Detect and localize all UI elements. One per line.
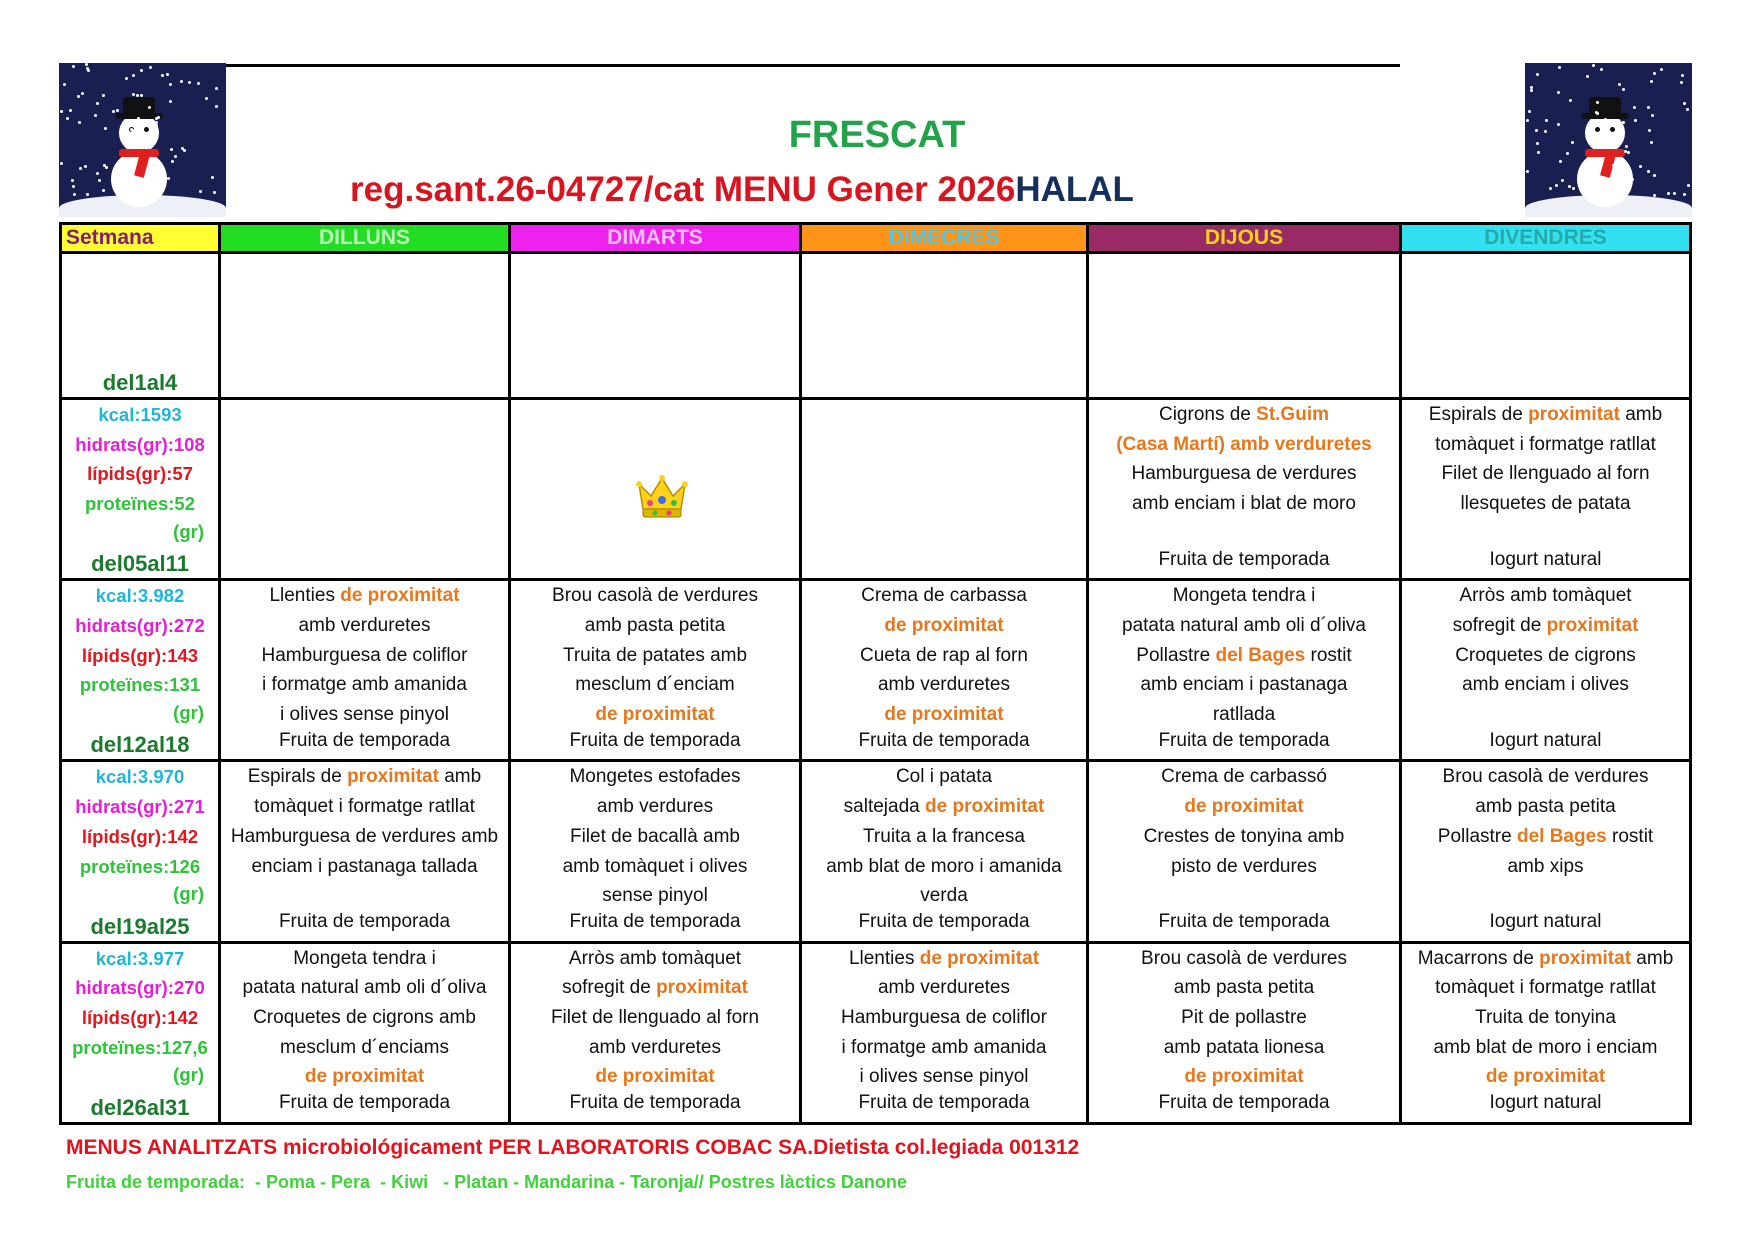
- dish-text: Arròs amb tomàquet: [568, 947, 742, 969]
- dish-text: Cueta de rap al forn: [860, 644, 1028, 666]
- dish-text: amb pasta petita: [1475, 796, 1616, 818]
- menu-line: [221, 1033, 508, 1063]
- week-row: [61, 942, 1691, 1123]
- dish-text: i formatge amb amanida: [262, 674, 467, 696]
- week-stats-cell: [61, 253, 220, 399]
- menu-line: [802, 1033, 1086, 1063]
- protein-unit: (gr): [173, 1064, 204, 1086]
- dish-text: i olives sense pinyol: [859, 1066, 1029, 1088]
- dish-text: Hamburguesa de verdures amb: [230, 825, 499, 847]
- carbs-value: hidrats(gr):270: [75, 977, 205, 999]
- highlight-text: de proximitat: [919, 947, 1040, 969]
- highlight-text: de proximitat: [884, 704, 1004, 725]
- dish-text: Fruita de temporada: [1158, 548, 1330, 570]
- week-range: del26al31: [90, 1094, 190, 1120]
- menu-title-halal: HALAL: [1015, 170, 1134, 209]
- dish-text: sofregit de: [562, 977, 657, 999]
- dish-text: amb enciam i blat de moro: [1132, 493, 1356, 515]
- dish-text: Fruita de temporada: [1158, 1092, 1330, 1114]
- dish-text: Fruita de temporada: [1158, 729, 1330, 751]
- dish-text: Crestes de tonyina amb: [1143, 825, 1345, 847]
- menu-line: [1089, 730, 1399, 760]
- menu-line: [511, 881, 799, 911]
- menu-line: [1402, 549, 1689, 579]
- protein-value: proteïnes:127,6: [72, 1036, 208, 1058]
- dish-text: amb pasta petita: [584, 614, 726, 636]
- menu-line: [221, 581, 508, 611]
- menu-line: [511, 611, 799, 641]
- menu-line: [1089, 430, 1399, 460]
- menu-cell-divendres: [1401, 580, 1691, 761]
- protein-unit: (gr): [173, 702, 204, 723]
- week-range: del19al25: [90, 913, 190, 939]
- menu-line: [802, 911, 1086, 941]
- dish-text: sense pinyol: [602, 885, 708, 907]
- menu-cell-dilluns: [220, 761, 510, 942]
- week-row: [61, 399, 1691, 580]
- crown-icon: [635, 472, 689, 522]
- menu-line: [1402, 911, 1689, 941]
- menu-cell-dijous: [1088, 942, 1401, 1123]
- menu-line: [1402, 670, 1689, 700]
- dish-text: Brou casolà de verdures: [552, 585, 758, 607]
- week-range: del12al18: [90, 732, 190, 758]
- dish-text: Fruita de temporada: [278, 910, 451, 932]
- dish-text: Croquetes de cigrons: [1455, 644, 1636, 666]
- menu-cell-dimarts: [510, 253, 801, 399]
- dish-text: Fruita de temporada: [858, 1092, 1030, 1114]
- menu-line: [1402, 822, 1689, 852]
- dish-text: Truita de tonyina: [1475, 1007, 1616, 1028]
- menu-line: [1402, 489, 1689, 519]
- menu-table: [59, 222, 1692, 1125]
- dish-text: Pollastre: [1136, 644, 1216, 666]
- menu-title: [350, 170, 1134, 210]
- dish-text: Fruita de temporada: [1158, 910, 1330, 932]
- menu-line: [1402, 852, 1689, 882]
- highlight-text: del Bages: [1215, 644, 1306, 666]
- highlight-text: St.Guim: [1256, 404, 1329, 425]
- menu-line: [1089, 1003, 1399, 1033]
- kcal-value: kcal:3.970: [95, 766, 185, 788]
- menu-line: [1089, 581, 1399, 611]
- menu-line: [1402, 459, 1689, 489]
- dish-text: amb: [438, 766, 482, 788]
- kcal-value: kcal:3.977: [95, 947, 185, 969]
- menu-line: [1402, 430, 1689, 460]
- highlight-text: del Bages: [1516, 825, 1607, 847]
- dish-text: amb: [1619, 404, 1663, 425]
- dish-text: saltejada: [843, 796, 926, 818]
- highlight-text: de proximitat: [1184, 796, 1304, 818]
- lipids-value: lípids(gr):142: [81, 1007, 199, 1028]
- menu-line: [511, 762, 799, 792]
- dish-text: Fruita de temporada: [858, 910, 1030, 932]
- menu-line: [221, 762, 508, 792]
- menu-line: [1089, 762, 1399, 792]
- menu-line: [511, 730, 799, 760]
- menu-line: [1402, 792, 1689, 822]
- menu-line: [802, 1092, 1086, 1122]
- menu-line: [1089, 1062, 1399, 1092]
- dish-text: Col i patata: [895, 766, 993, 788]
- dish-text: rostit: [1606, 825, 1654, 847]
- menu-line: [221, 911, 508, 941]
- menu-cell-dimecres: [801, 761, 1088, 942]
- carbs-value: hidrats(gr):108: [75, 433, 205, 455]
- dish-text: Iogurt natural: [1489, 729, 1602, 751]
- highlight-text: proximitat: [656, 977, 748, 999]
- menu-line: [1089, 459, 1399, 489]
- dish-text: mesclum d´enciams: [280, 1036, 449, 1058]
- dish-text: amb enciam i olives: [1462, 674, 1629, 696]
- week-row: [61, 580, 1691, 761]
- menu-line: [1089, 822, 1399, 852]
- menu-cell-dimarts: [510, 761, 801, 942]
- menu-line: [802, 944, 1086, 974]
- menu-line: [511, 822, 799, 852]
- highlight-text: de proximitat: [304, 1066, 425, 1088]
- menu-line: [221, 730, 508, 760]
- menu-line: [221, 792, 508, 822]
- dish-text: i olives sense pinyol: [280, 704, 449, 725]
- menu-line: [221, 973, 508, 1003]
- menu-line: [1089, 489, 1399, 519]
- highlight-text: proximitat: [1528, 404, 1620, 425]
- menu-line: [511, 670, 799, 700]
- highlight-text: (Casa Martí) amb verduretes: [1116, 433, 1372, 455]
- column-header-week: Setmana: [61, 224, 220, 253]
- menu-line: [1402, 730, 1689, 760]
- week-row: [61, 761, 1691, 942]
- brand-title: FRESCAT: [788, 114, 966, 156]
- menu-line: [1402, 762, 1689, 792]
- dish-text: Mongeta tendra i: [1172, 585, 1316, 607]
- dish-text: Hamburguesa de verdures: [1131, 463, 1357, 485]
- column-header-divendres: DIVENDRES: [1401, 224, 1691, 253]
- menu-cell-dimecres: [801, 580, 1088, 761]
- dish-text: Brou casolà de verdures: [1141, 947, 1347, 969]
- menu-line: [802, 762, 1086, 792]
- menu-cell-dijous: [1088, 399, 1401, 580]
- week-stats-cell: [61, 580, 220, 761]
- dish-text: Hamburguesa de coliflor: [261, 644, 468, 666]
- lipids-value: lípids(gr):143: [81, 644, 199, 666]
- menu-line: [1402, 1062, 1689, 1092]
- menu-line: [1402, 641, 1689, 671]
- protein-unit: (gr): [173, 883, 204, 905]
- dish-text: Filet de llenguado al forn: [1441, 463, 1650, 485]
- week-stats-cell: [61, 942, 220, 1123]
- dish-text: Fruita de temporada: [278, 729, 451, 751]
- menu-line: [1089, 944, 1399, 974]
- dish-text: rostit: [1305, 644, 1352, 666]
- menu-line: [221, 700, 508, 730]
- dish-text: Llenties: [848, 947, 920, 969]
- menu-line: [511, 1062, 799, 1092]
- menu-line: [1402, 581, 1689, 611]
- dish-text: Iogurt natural: [1489, 548, 1602, 570]
- menu-line: [511, 911, 799, 941]
- menu-line: [1402, 1003, 1689, 1033]
- menu-line: [1089, 549, 1399, 579]
- menu-cell-dilluns: [220, 399, 510, 580]
- dish-text: Espirals de: [247, 766, 348, 788]
- dish-text: tomàquet i formatge ratllat: [254, 796, 475, 818]
- dish-text: Pollastre: [1437, 825, 1517, 847]
- highlight-text: proximitat: [1539, 947, 1632, 969]
- dish-text: Crema de carbassa: [861, 585, 1027, 607]
- week-range: del05al11: [91, 551, 189, 577]
- menu-cell-dimecres: [801, 942, 1088, 1123]
- dish-text: Espirals de: [1428, 404, 1529, 425]
- menu-line: [221, 641, 508, 671]
- column-header-dijous: DIJOUS: [1088, 224, 1401, 253]
- highlight-text: de proximitat: [925, 796, 1045, 818]
- dish-text: llesquetes de patata: [1460, 493, 1631, 515]
- menu-line: [1089, 400, 1399, 430]
- menu-line: [221, 670, 508, 700]
- menu-line: [802, 581, 1086, 611]
- menu-cell-dimarts: [510, 942, 801, 1123]
- highlight-text: de proximitat: [595, 1066, 715, 1088]
- menu-line: [1089, 792, 1399, 822]
- dish-text: amb verduretes: [877, 977, 1010, 999]
- dish-text: Filet de bacallà amb: [569, 825, 741, 847]
- dish-text: Mongeta tendra i: [293, 947, 436, 969]
- protein-value: proteïnes:52: [84, 493, 195, 515]
- menu-line: [221, 1062, 508, 1092]
- dish-text: amb pasta petita: [1173, 977, 1315, 999]
- dish-text: Filet de llenguado al forn: [550, 1007, 760, 1028]
- column-header-dilluns: DILLUNS: [220, 224, 510, 253]
- dish-text: amb enciam i pastanaga: [1140, 674, 1348, 696]
- menu-line: [1402, 944, 1689, 974]
- week-row: [61, 253, 1691, 399]
- kcal-value: kcal:3.982: [95, 585, 185, 607]
- menu-cell-dilluns: [220, 253, 510, 399]
- menu-line: [221, 881, 508, 911]
- menu-line: [221, 611, 508, 641]
- dish-text: amb verduretes: [877, 674, 1010, 696]
- dish-text: Truita a la francesa: [863, 825, 1025, 847]
- dish-text: Mongetes estofades: [569, 766, 741, 788]
- highlight-text: proximitat: [347, 766, 439, 788]
- menu-line: [1402, 1092, 1689, 1122]
- carbs-value: hidrats(gr):272: [75, 614, 205, 636]
- menu-line: [1402, 1033, 1689, 1063]
- week-stats-cell: [61, 399, 220, 580]
- dish-text: amb blat de moro i enciam: [1433, 1036, 1658, 1058]
- lipids-value: lípids(gr):142: [81, 825, 199, 847]
- dish-text: Arròs amb tomàquet: [1459, 585, 1632, 607]
- dish-text: amb verduretes: [298, 614, 431, 636]
- menu-line: [802, 852, 1086, 882]
- menu-line: [1402, 400, 1689, 430]
- dish-text: amb patata lionesa: [1163, 1036, 1325, 1058]
- menu-cell-dilluns: [220, 580, 510, 761]
- menu-line: [802, 670, 1086, 700]
- dish-text: Brou casolà de verdures: [1442, 766, 1649, 788]
- menu-line: [511, 641, 799, 671]
- dish-text: amb: [1631, 947, 1674, 969]
- dish-text: Truita de patates amb: [562, 644, 748, 666]
- menu-cell-dimarts: [510, 580, 801, 761]
- dish-text: i formatge amb amanida: [841, 1036, 1047, 1058]
- dish-text: tomàquet i formatge ratllat: [1435, 977, 1656, 999]
- protein-value: proteïnes:126: [79, 855, 201, 877]
- highlight-text: de proximitat: [1485, 1066, 1606, 1088]
- dish-text: Fruita de temporada: [569, 729, 741, 751]
- dish-text: Cigrons de: [1158, 404, 1257, 425]
- menu-line: [1402, 881, 1689, 911]
- menu-line: [511, 973, 799, 1003]
- menu-line: [802, 881, 1086, 911]
- menu-line: [511, 1003, 799, 1033]
- dish-text: patata natural amb oli d´oliva: [242, 977, 487, 999]
- dish-text: Macarrons de: [1417, 947, 1540, 969]
- dish-text: Fruita de temporada: [569, 910, 741, 932]
- dish-text: Hamburguesa de coliflor: [841, 1007, 1047, 1028]
- menu-line: [221, 852, 508, 882]
- menu-line: [1089, 1033, 1399, 1063]
- menu-line: [1089, 700, 1399, 730]
- highlight-text: proximitat: [1546, 614, 1639, 636]
- dish-text: Fruita de temporada: [858, 729, 1030, 751]
- protein-unit: (gr): [173, 520, 204, 542]
- highlight-text: de proximitat: [1184, 1066, 1304, 1088]
- dish-text: Iogurt natural: [1489, 910, 1602, 932]
- menu-cell-divendres: [1401, 253, 1691, 399]
- menu-line: [221, 1003, 508, 1033]
- dish-text: Crema de carbassó: [1161, 766, 1327, 788]
- dish-text: amb verduretes: [588, 1036, 721, 1058]
- protein-value: proteïnes:131: [79, 674, 201, 696]
- column-header-dimarts: DIMARTS: [510, 224, 801, 253]
- carbs-value: hidrats(gr):271: [75, 796, 205, 818]
- menu-line: [1089, 670, 1399, 700]
- menu-title-main: reg.sant.26-04727/cat MENU Gener 2026: [350, 170, 1016, 209]
- dish-text: tomàquet i formatge ratllat: [1435, 433, 1656, 455]
- menu-line: [802, 730, 1086, 760]
- menu-cell-dijous: [1088, 580, 1401, 761]
- menu-line: [1089, 911, 1399, 941]
- menu-cell-divendres: [1401, 942, 1691, 1123]
- week-stats-cell: [61, 761, 220, 942]
- header-rule: [225, 64, 1400, 67]
- menu-line: [1089, 519, 1399, 549]
- dish-text: patata natural amb oli d´oliva: [1122, 614, 1366, 636]
- dish-text: verda: [920, 885, 968, 907]
- menu-line: [511, 852, 799, 882]
- menu-line: [1402, 611, 1689, 641]
- menu-line: [802, 792, 1086, 822]
- dish-text: pisto de verdures: [1171, 855, 1317, 877]
- menu-line: [1402, 973, 1689, 1003]
- menu-line: [511, 1092, 799, 1122]
- lipids-value: lípids(gr):57: [87, 463, 193, 485]
- highlight-text: de proximitat: [884, 614, 1004, 636]
- seasonal-fruit-note: Fruita de temporada: - Poma - Pera - Kiwi - Platan - Mandarina - Taronja// Postres làctics Danone: [66, 1172, 907, 1192]
- menu-cell-dijous: [1088, 761, 1401, 942]
- menu-line: [802, 822, 1086, 852]
- menu-line: [511, 944, 799, 974]
- dish-text: amb tomàquet i olives: [562, 855, 748, 877]
- menu-line: [1089, 641, 1399, 671]
- weekday-header-row: [61, 224, 1691, 253]
- column-header-dimecres: DIMECRES: [801, 224, 1088, 253]
- dish-text: Fruita de temporada: [278, 1092, 451, 1114]
- menu-line: [802, 973, 1086, 1003]
- kcal-value: kcal:1593: [98, 404, 182, 425]
- dish-text: amb blat de moro i amanida: [826, 855, 1062, 877]
- dish-text: amb xips: [1507, 855, 1584, 877]
- menu-line: [511, 1033, 799, 1063]
- dish-text: Croquetes de cigrons amb: [253, 1007, 476, 1028]
- menu-cell-dimecres: [801, 399, 1088, 580]
- menu-line: [1089, 881, 1399, 911]
- menu-line: [1089, 973, 1399, 1003]
- dish-text: Fruita de temporada: [569, 1092, 741, 1114]
- menu-line: [221, 822, 508, 852]
- menu-line: [1402, 519, 1689, 549]
- menu-cell-dilluns: [220, 942, 510, 1123]
- menu-line: [511, 581, 799, 611]
- dish-text: enciam i pastanaga tallada: [251, 855, 478, 877]
- dish-text: Iogurt natural: [1489, 1092, 1602, 1114]
- menu-line: [1089, 1092, 1399, 1122]
- menu-cell-dimecres: [801, 253, 1088, 399]
- menu-line: [221, 1092, 508, 1122]
- dish-text: Llenties: [269, 585, 341, 607]
- menu-line: [1402, 700, 1689, 730]
- menu-line: [511, 700, 799, 730]
- menu-line: [511, 792, 799, 822]
- menu-line: [802, 1062, 1086, 1092]
- menu-cell-dijous: [1088, 253, 1401, 399]
- menu-cell-divendres: [1401, 761, 1691, 942]
- menu-cell-divendres: [1401, 399, 1691, 580]
- menu-line: [802, 611, 1086, 641]
- menu-line: [221, 944, 508, 974]
- dish-text: ratllada: [1212, 704, 1276, 725]
- week-range: del1al4: [102, 370, 178, 395]
- dish-text: mesclum d´enciam: [575, 674, 735, 696]
- highlight-text: de proximitat: [340, 585, 460, 607]
- menu-line: [1089, 852, 1399, 882]
- dish-text: Pit de pollastre: [1181, 1007, 1307, 1028]
- menu-line: [802, 1003, 1086, 1033]
- menu-line: [1089, 611, 1399, 641]
- lab-analysis-note: MENUS ANALITZATS microbiológicament PER LABORATORIS COBAC SA.Dietista col.legiada 001312: [66, 1136, 1080, 1159]
- menu-line: [802, 700, 1086, 730]
- menu-line: [802, 641, 1086, 671]
- dish-text: amb verdures: [596, 796, 714, 818]
- dish-text: sofregit de: [1452, 614, 1547, 636]
- highlight-text: de proximitat: [595, 704, 715, 725]
